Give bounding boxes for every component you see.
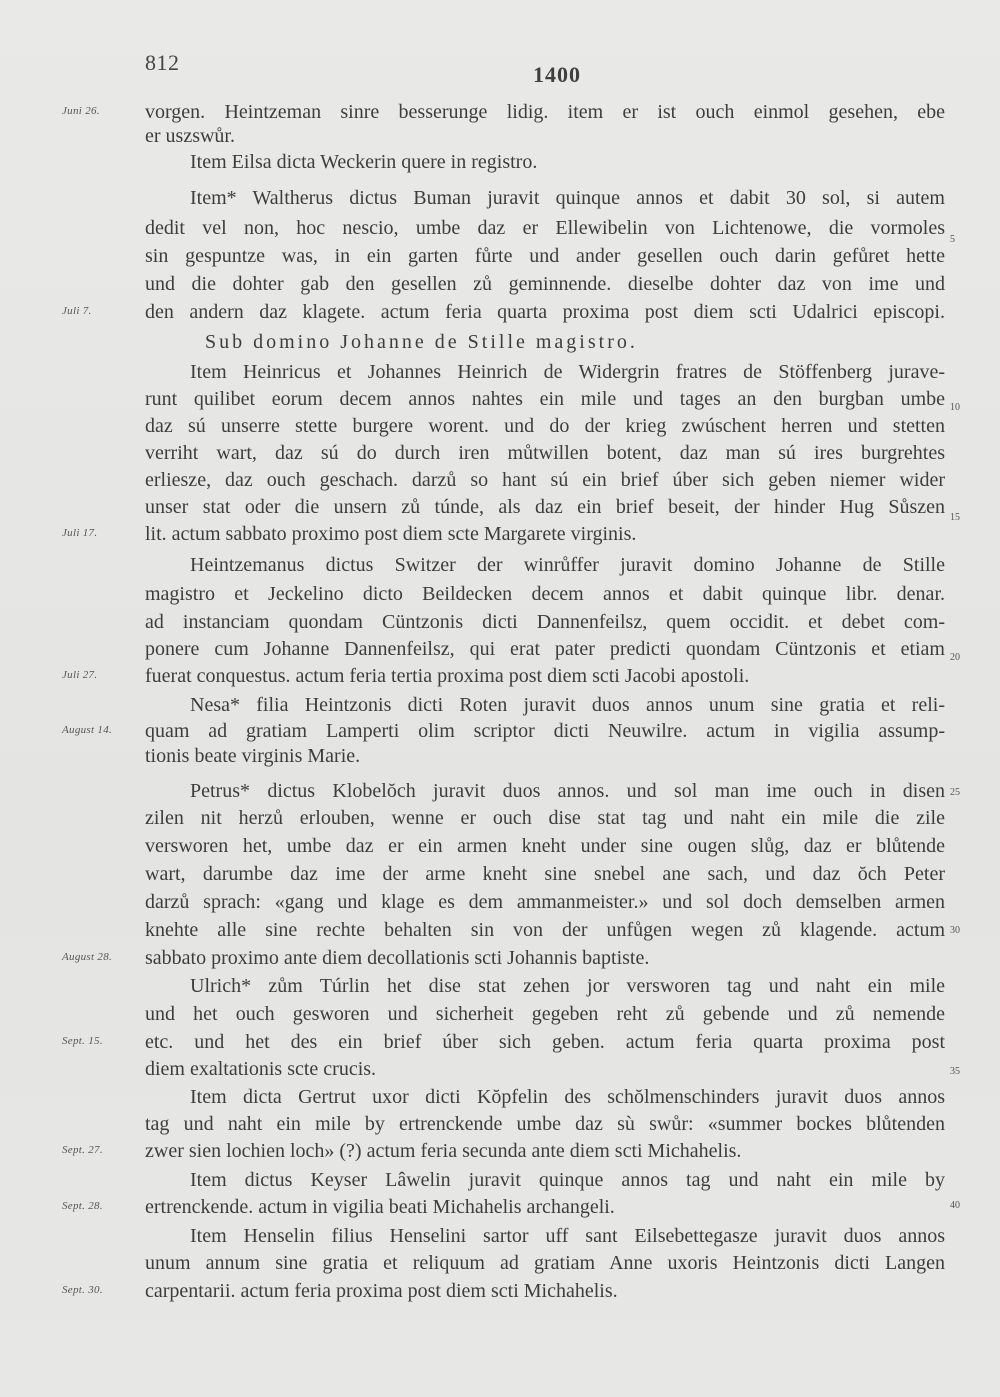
margin-date: Juli 27. (62, 669, 98, 681)
line-number: 5 (950, 234, 955, 245)
text-line: ponere cum Johanne Dannenfeilsz, qui erat pater predicti quondam Cüntzonis et etiam (145, 638, 945, 660)
text-line: quam ad gratiam Lamperti olim scriptor dicti Neuwilre. actum in vigilia assump- (145, 720, 945, 742)
text-line: magistro et Jeckelino dicto Beildecken decem annos et dabit quinque libr. denar. (145, 583, 945, 605)
text-line: dedit vel non, hoc nescio, umbe daz er Ellewibelin von Lichtenowe, die vormoles (145, 217, 945, 239)
text-line: zilen nit herzů erlouben, wenne er ouch dise stat tag und naht ein mile die zile (145, 807, 945, 829)
margin-date: Sept. 15. (62, 1035, 103, 1047)
text-line: versworen het, umbe daz er ein armen kneht under sine ougen slůg, daz er blůtende (145, 835, 945, 857)
text-line: runt quilibet eorum decem annos nahtes ein mile und tages an den burgban umbe (145, 388, 945, 410)
text-line: Petrus* dictus Klobelŏch juravit duos annos. und sol man ime ouch in disen (190, 780, 945, 802)
text-line: Item* Waltherus dictus Buman juravit quinque annos et dabit 30 sol, si autem (190, 187, 945, 209)
text-line: zwer sien lochien loch» (?) actum feria secunda ante diem scti Michahelis. (145, 1140, 742, 1162)
text-line: sabbato proximo ante diem decollationis scti Johannis baptiste. (145, 947, 650, 969)
line-number: 20 (950, 652, 960, 663)
text-line: carpentarii. actum feria proxima post diem scti Michahelis. (145, 1280, 618, 1302)
text-line: wart, darumbe daz ime der arme kneht sine snebel ane sach, und daz ŏch Peter (145, 863, 945, 885)
text-line: lit. actum sabbato proximo post diem scte Margarete virginis. (145, 523, 637, 545)
text-line: und die dohter gab den gesellen zů geminnende. dieselbe dohter daz von ime und (145, 273, 945, 295)
text-line: und het ouch gesworen und sicherheit gegeben reht zů gebende und zů nemende (145, 1003, 945, 1025)
line-number: 40 (950, 1200, 960, 1211)
text-line: Item dictus Keyser Lâwelin juravit quinque annos tag und naht ein mile by (190, 1169, 945, 1191)
text-line: etc. und het des ein brief úber sich geben. actum feria quarta proxima post (145, 1031, 945, 1053)
text-line: diem exaltationis scte crucis. (145, 1058, 377, 1080)
text-line: tag und naht ein mile by ertrenckende umbe daz sù swůr: «summer bockes blůtenden (145, 1113, 945, 1135)
margin-date: August 28. (62, 951, 113, 963)
section-heading: Sub domino Johanne de Stille magistro. (205, 331, 638, 353)
text-line: vorgen. Heintzeman sinre besserunge lidig. item er ist ouch einmol gesehen, ebe (145, 101, 945, 123)
line-number: 25 (950, 787, 960, 798)
text-line: Item Henselin filius Henselini sartor uff sant Eilsebettegasze juravit duos annos (190, 1225, 945, 1247)
margin-date: Juli 17. (62, 527, 98, 539)
margin-date: Juli 7. (62, 305, 92, 317)
margin-date: Sept. 30. (62, 1284, 103, 1296)
text-line: verriht wart, daz sú do durch iren můtwillen botent, daz man sú ires burgrehtes (145, 442, 945, 464)
text-line: Item dicta Gertrut uxor dicti Kŏpfelin des schŏlmenschinders juravit duos annos (190, 1086, 945, 1108)
text-line: daz sú unserre stette burgere worent. und do der krieg zwúschent herren und stetten (145, 415, 945, 437)
margin-date: August 14. (62, 724, 113, 736)
text-line: Item Heinricus et Johannes Heinrich de Widergrin fratres de Stöffenberg jurave- (190, 361, 945, 383)
text-line: tionis beate virginis Marie. (145, 745, 361, 767)
text-line: ertrenckende. actum in vigilia beati Michahelis archangeli. (145, 1196, 615, 1218)
page-year-heading: 1400 (533, 62, 581, 87)
margin-date: Juni 26. (62, 105, 100, 117)
line-number: 35 (950, 1066, 960, 1077)
text-line: darzů sprach: «gang und klage es dem ammanmeister.» und sol doch demselben armen (145, 891, 945, 913)
text-line: unser stat oder die unsern zů túnde, als daz ein brief beseit, der hinder Hug Sůszen (145, 496, 945, 518)
line-number: 10 (950, 402, 960, 413)
margin-date: Sept. 27. (62, 1144, 103, 1156)
text-line: Nesa* filia Heintzonis dicti Roten juravit duos annos unum sine gratia et reli- (190, 694, 945, 716)
margin-date: Sept. 28. (62, 1200, 103, 1212)
text-line: Heintzemanus dictus Switzer der winrůffer juravit domino Johanne de Stille (190, 554, 945, 576)
text-line: knehte alle sine rechte behalten sin von der unfůgen wegen zů klagende. actum (145, 919, 945, 941)
text-line: erliesze, daz ouch geschach. darzů so hant sú ein brief úber sich geben niemer wider (145, 469, 945, 491)
text-line: fuerat conquestus. actum feria tertia proxima post diem scti Jacobi apostoli. (145, 665, 750, 687)
text-line: Ulrich* zům Túrlin het dise stat zehen jor versworen tag und naht ein mile (190, 975, 945, 997)
text-line: Item Eilsa dicta Weckerin quere in registro. (190, 151, 538, 173)
text-line: sin gespuntze was, in ein garten fůrte und ander gesellen ouch darin gefůret hette (145, 245, 945, 267)
line-number: 15 (950, 512, 960, 523)
text-line: ad instanciam quondam Cüntzonis dicti Dannenfeilsz, quem occidit. et debet com- (145, 611, 945, 633)
text-line: unum annum sine gratia et reliquum ad gratiam Anne uxoris Heintzonis dicti Langen (145, 1252, 945, 1274)
line-number: 30 (950, 925, 960, 936)
text-line: er uszswůr. (145, 125, 235, 147)
text-line: den andern daz klagete. actum feria quarta proxima post diem scti Udalrici episcopi. (145, 301, 945, 323)
page-number: 812 (145, 50, 180, 75)
